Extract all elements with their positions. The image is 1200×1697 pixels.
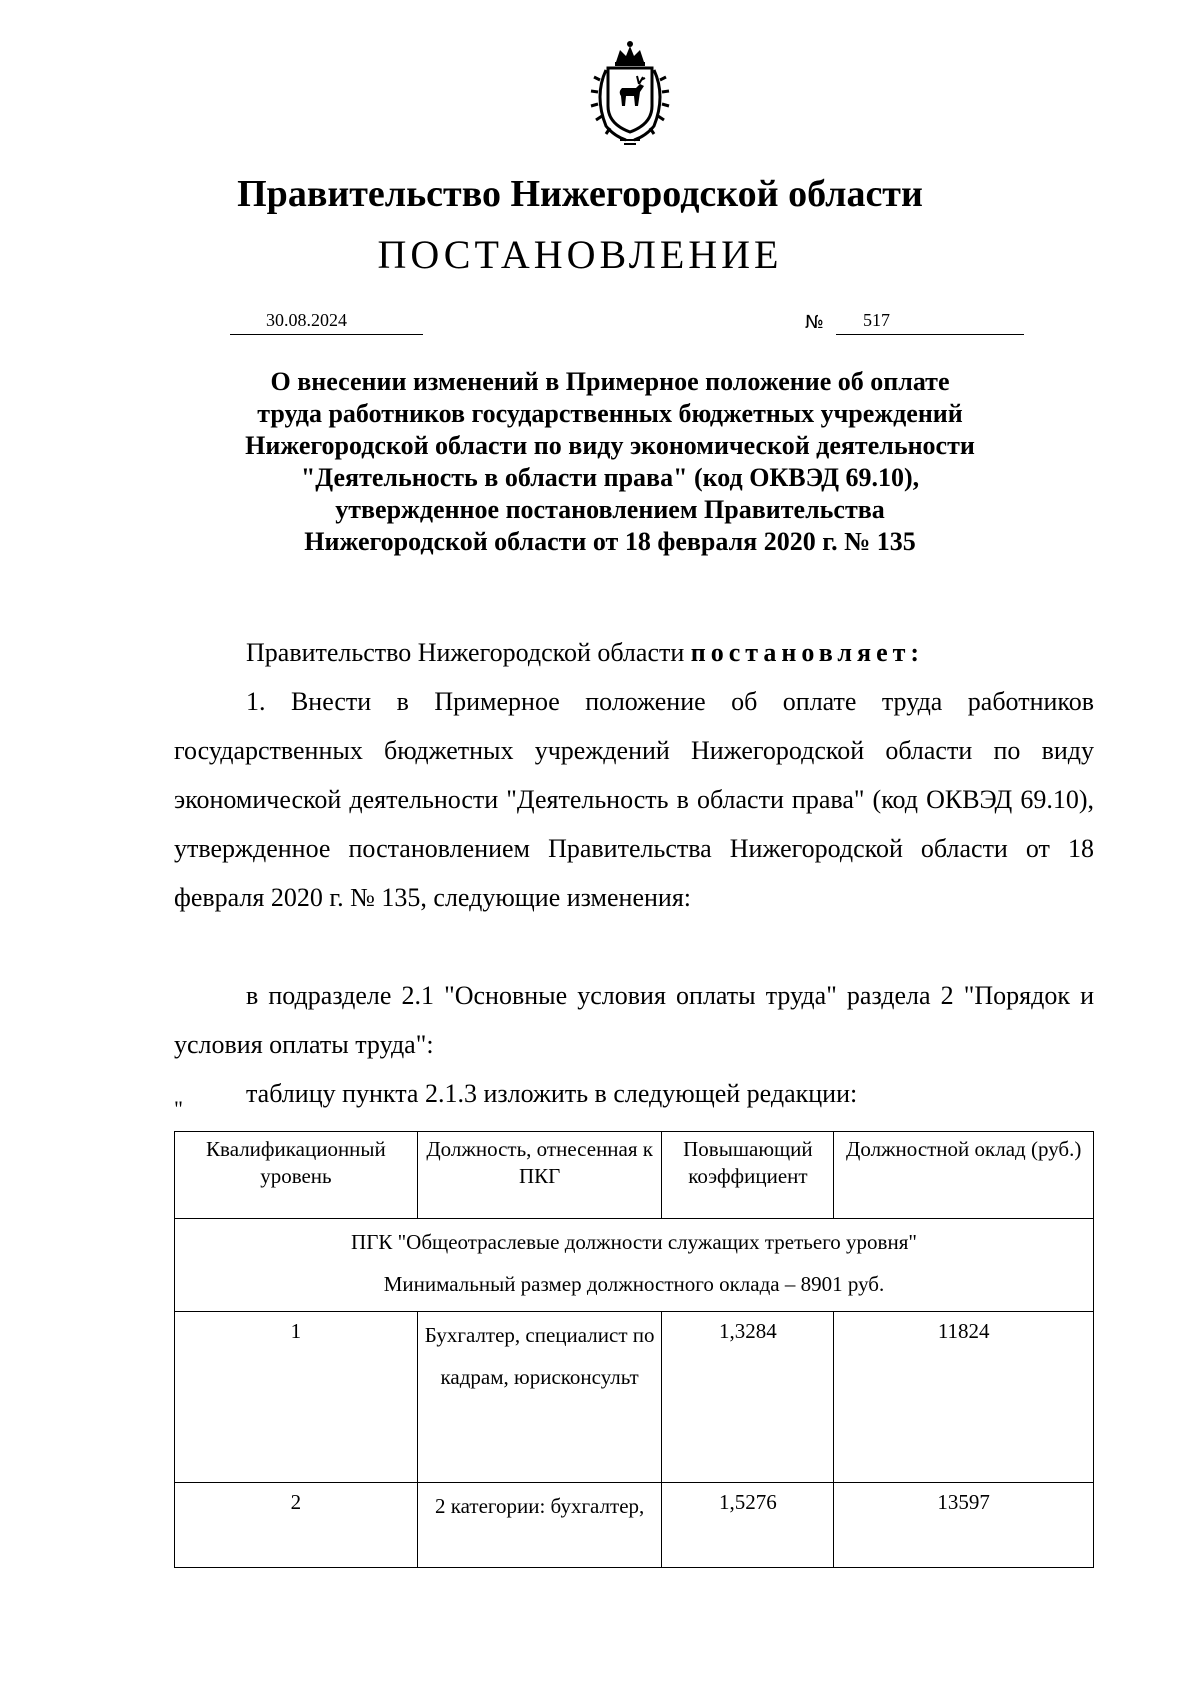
header-qualification-level: Квалификационный уровень <box>175 1132 418 1219</box>
decree-prefix: Правительство Нижегородской области <box>246 638 691 667</box>
number-sign: № <box>805 312 824 333</box>
paragraph-3: таблицу пункта 2.1.3 изложить в следующей редакции: <box>246 1079 858 1108</box>
header-coefficient: Повышающий коэффициент <box>662 1132 834 1219</box>
open-quote: " <box>174 1096 183 1121</box>
paragraph-2: в подразделе 2.1 "Основные условия оплаты труда" раздела 2 "Порядок и условия оплаты труда": <box>174 981 1094 1059</box>
paragraph-1: 1. Внести в Примерное положение об оплате труда работников государственных бюджетных учреждений Нижегородской области по виду экономической деятельности "Деятельность в области права" (код ОКВЭД 69.10), утвержденное постановлением Правительства Нижегородской области от 18 февраля 2020 г. № 135, следующие изменения: <box>174 687 1094 912</box>
cell-coefficient: 1,3284 <box>662 1312 834 1483</box>
header-position: Должность, отнесенная к ПКГ <box>417 1132 662 1219</box>
cell-position: 2 категории: бухгалтер, <box>417 1483 662 1568</box>
table-header-row <box>175 1132 1094 1219</box>
document-subject <box>200 366 1020 558</box>
decree-line <box>174 628 1094 677</box>
document-type: ПОСТАНОВЛЕНИЕ <box>377 232 783 277</box>
group-title: ПГК "Общеотраслевые должности служащих третьего уровня" <box>351 1230 917 1254</box>
decree-word: постановляет: <box>690 638 925 667</box>
cell-salary: 11824 <box>834 1312 1094 1483</box>
subject-line: труда работников государственных бюджетных учреждений <box>257 399 963 428</box>
nizhny-novgorod-coat-of-arms-icon <box>580 40 680 146</box>
org-title: Правительство Нижегородской области <box>237 173 923 215</box>
subject-line: О внесении изменений в Примерное положение об оплате <box>270 367 950 396</box>
subject-line: утвержденное постановлением Правительства <box>335 495 885 524</box>
subject-line: Нижегородской области от 18 февраля 2020 г. № 135 <box>304 527 916 556</box>
group-row <box>175 1219 1094 1312</box>
subject-line: Нижегородской области по виду экономической деятельности <box>245 431 975 460</box>
number-field <box>836 308 1024 335</box>
cell-level: 1 <box>175 1312 418 1483</box>
salary-table <box>174 1131 1094 1568</box>
group-cell <box>175 1219 1094 1312</box>
document-date: 30.08.2024 <box>266 310 347 330</box>
table-row <box>175 1483 1094 1568</box>
cell-position: Бухгалтер, специалист по кадрам, юрисконсульт <box>417 1312 662 1483</box>
cell-level: 2 <box>175 1483 418 1568</box>
header-salary: Должностной оклад (руб.) <box>834 1132 1094 1219</box>
date-field <box>230 308 423 335</box>
subject-line: "Деятельность в области права" (код ОКВЭД 69.10), <box>300 463 920 492</box>
cell-coefficient: 1,5276 <box>662 1483 834 1568</box>
group-min-salary: Минимальный размер должностного оклада – 8901 руб. <box>383 1272 885 1296</box>
document-number: 517 <box>863 310 890 330</box>
table-row <box>175 1312 1094 1483</box>
cell-salary: 13597 <box>834 1483 1094 1568</box>
